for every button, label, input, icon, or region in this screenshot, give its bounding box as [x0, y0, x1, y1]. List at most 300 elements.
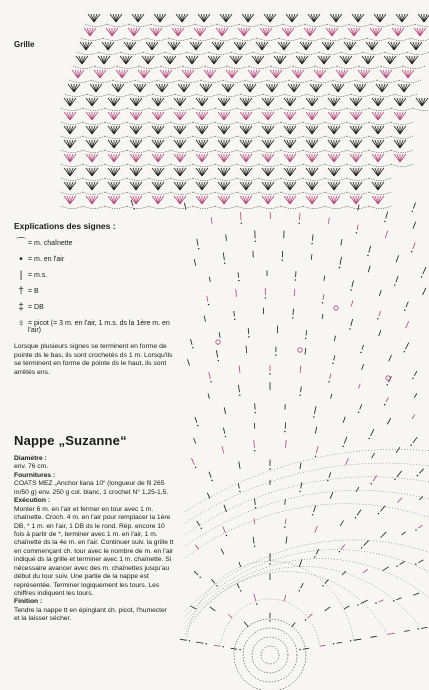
stitch-mark — [188, 70, 194, 78]
chain-arc — [377, 80, 399, 83]
stitch-mark — [268, 98, 274, 106]
stitch-mark — [84, 28, 90, 36]
chain-arc — [169, 38, 191, 41]
stitch-mark — [325, 607, 331, 611]
chain-dot — [322, 585, 323, 586]
stitch-mark — [231, 648, 237, 649]
stitch-mark — [312, 154, 318, 162]
stitch-mark — [392, 28, 398, 36]
chain-arc — [61, 206, 83, 209]
stitch-mark — [108, 42, 114, 50]
stitch-mark — [400, 561, 405, 564]
chain-arc — [219, 94, 241, 97]
stitch-mark — [226, 70, 232, 78]
stitch-mark — [130, 140, 136, 148]
chain-arc — [347, 164, 369, 167]
grille-label: Grille — [14, 40, 35, 49]
chain-arc — [237, 206, 259, 209]
chain-dot — [404, 351, 405, 352]
stitch-mark — [164, 56, 170, 64]
stitch-mark — [306, 154, 312, 162]
stitch-mark — [397, 498, 402, 503]
chain-arc — [205, 66, 227, 69]
stitch-mark — [196, 642, 203, 643]
execution-text: Monter 6 m. en l'air et fermer en tour avec 1 m. chaînette. Croch. 4 m. en l'air pour remplacer la 1ère DB, * 1 m. en l'air, 1 DB ds le rond. Rép. encore 10 fois à partir de *, terminer avec 1 m. en l'air, 1 m. chaînette ds la 4e m. en l'air. Continuer suiv. la grille tt en commençant ch. tour avec le nombre de m. en l'air indiqué ds la grille et terminer avec 1 m. chaînette. Si nécessaire avancer avec des m. chaînettes jusqu'au début du tour suiv. Une partie de la nappe est représentée. Terminer logiquement les tours. Les chiffres indiquent les tours. — [14, 505, 174, 597]
chain-arc — [151, 24, 173, 27]
chain-dot — [295, 279, 296, 280]
stitch-mark — [328, 218, 329, 224]
chain-arc — [197, 94, 219, 97]
stitch-mark — [146, 42, 152, 50]
stitch-mark — [400, 154, 406, 162]
stitch-mark — [354, 84, 360, 92]
stitch-mark — [92, 140, 98, 148]
stitch-mark — [218, 196, 224, 204]
chain-arc — [325, 108, 347, 111]
chain-arc — [121, 52, 143, 55]
stitch-mark — [312, 98, 318, 106]
stitch-mark — [108, 140, 114, 148]
stitch-mark — [232, 70, 238, 78]
stitch-mark — [86, 168, 92, 176]
stitch-mark — [364, 540, 369, 545]
stitch-mark — [328, 126, 334, 134]
chain-arc — [105, 206, 127, 209]
chain-dot — [361, 547, 362, 548]
stitch-mark — [285, 499, 286, 505]
stitch-mark — [191, 458, 194, 465]
stitch-mark — [218, 112, 224, 120]
stitch-mark — [328, 42, 334, 50]
chain-arc — [391, 122, 413, 125]
chain-dot — [195, 467, 196, 468]
stitch-mark — [412, 56, 418, 64]
center-ring — [261, 646, 279, 664]
chain-arc — [171, 164, 193, 167]
chain-dot — [387, 384, 388, 385]
stitch-mark — [136, 126, 142, 134]
stitch-mark — [202, 112, 208, 120]
chain-arc — [127, 164, 149, 167]
stitch-mark — [358, 70, 364, 78]
stitch-mark — [328, 98, 334, 106]
stitch-mark — [114, 126, 120, 134]
stitch-mark — [222, 446, 224, 453]
stitch-mark — [383, 567, 389, 571]
chain-dot — [222, 646, 223, 647]
chain-arc — [263, 94, 285, 97]
stitch-mark — [306, 182, 312, 190]
chain-dot — [355, 517, 356, 518]
chain-dot — [350, 289, 351, 290]
chain-dot — [393, 600, 394, 601]
chain-arc — [381, 66, 403, 69]
stitch-mark — [223, 527, 225, 533]
chain-arc — [83, 206, 105, 209]
chain-arc — [193, 206, 215, 209]
stitch-mark — [344, 606, 350, 609]
chain-arc — [347, 178, 369, 181]
stitch-mark — [158, 126, 164, 134]
stitch-mark — [358, 14, 364, 22]
stitch-mark — [174, 182, 180, 190]
stitch-mark — [266, 84, 272, 92]
stitch-mark — [92, 154, 98, 162]
chain-arc — [165, 52, 187, 55]
chain-arc — [237, 164, 259, 167]
stitch-mark — [413, 437, 417, 443]
stitch-mark — [128, 28, 134, 36]
stitch-mark — [202, 182, 208, 190]
stitch-mark — [396, 276, 398, 282]
stitch-mark — [224, 196, 230, 204]
chain-arc — [297, 52, 319, 55]
chain-arc — [369, 192, 391, 195]
stitch-mark — [286, 536, 287, 543]
stitch-mark — [362, 345, 364, 350]
stitch-mark — [340, 520, 343, 525]
stitch-mark — [242, 14, 248, 22]
chain-dot — [299, 394, 300, 395]
stitch-mark — [384, 56, 390, 64]
stitch-mark — [178, 84, 184, 92]
stitch-mark — [388, 42, 394, 50]
chain-arc — [185, 449, 429, 580]
stitch-mark — [152, 98, 158, 106]
stitch-mark — [286, 440, 287, 448]
stitch-mark — [158, 98, 164, 106]
stitch-mark — [408, 70, 414, 78]
stitch-mark — [194, 438, 196, 444]
pattern-title: Nappe „Suzanne“ — [14, 433, 127, 448]
stitch-mark — [394, 98, 400, 106]
stitch-mark — [152, 182, 158, 190]
stitch-mark — [64, 98, 70, 106]
chain-dot — [238, 280, 239, 281]
stitch-mark — [238, 28, 244, 36]
stitch-mark — [72, 70, 78, 78]
stitch-mark — [418, 525, 422, 528]
stitch-mark — [350, 112, 356, 120]
chain-dot — [284, 431, 285, 432]
stitch-mark — [282, 28, 288, 36]
legend — [14, 222, 174, 377]
stitch-mark — [254, 440, 255, 448]
stitch-mark — [239, 462, 240, 469]
chain-arc — [85, 24, 107, 27]
stitch-mark — [340, 257, 342, 265]
stitch-mark — [351, 319, 353, 326]
stitch-mark — [238, 385, 239, 392]
chain-dot — [240, 590, 241, 591]
stitch-mark — [423, 267, 426, 274]
stitch-mark — [400, 140, 406, 148]
stitch-mark — [209, 372, 211, 379]
chain-dot — [206, 643, 207, 644]
stitch-mark — [209, 472, 211, 478]
stitch-mark — [170, 56, 176, 64]
stitch-mark — [136, 154, 142, 162]
stitch-mark — [202, 140, 208, 148]
chain-arc — [61, 150, 83, 153]
chain-arc — [347, 136, 369, 139]
chain-arc — [369, 206, 391, 209]
stitch-mark — [196, 42, 202, 50]
chain-arc — [241, 94, 263, 97]
chain-arc — [105, 122, 127, 125]
stitch-mark — [130, 154, 136, 162]
stitch-mark — [288, 84, 294, 92]
stitch-mark — [174, 112, 180, 120]
stitch-mark — [218, 182, 224, 190]
chain-dot — [265, 297, 266, 298]
stitch-mark — [284, 98, 290, 106]
chain-arc — [279, 38, 301, 41]
legend-item: ‡ = DB — [14, 304, 174, 312]
stitch-mark — [211, 217, 212, 224]
chain-arc — [215, 136, 237, 139]
stitch-mark — [76, 56, 82, 64]
chain-dot — [339, 551, 340, 552]
chain-arc — [281, 122, 303, 125]
stitch-mark — [240, 42, 246, 50]
chain-dot — [339, 267, 340, 268]
chain-dot — [333, 643, 334, 644]
stitch-mark — [184, 84, 190, 92]
chain-arc — [275, 52, 297, 55]
stitch-mark — [356, 154, 362, 162]
stitch-mark — [150, 28, 156, 36]
stitch-mark — [180, 154, 186, 162]
stitch-mark — [212, 42, 218, 50]
stitch-mark — [310, 84, 316, 92]
chain-dot — [415, 529, 416, 530]
stitch-mark — [240, 154, 246, 162]
stitch-mark — [136, 196, 142, 204]
stitch-mark — [86, 140, 92, 148]
stitch-mark — [306, 112, 312, 120]
stitch-mark — [371, 429, 374, 436]
stitch-mark — [174, 168, 180, 176]
chain-arc — [179, 80, 201, 83]
stitch-mark — [300, 366, 301, 373]
chain-arc — [305, 24, 327, 27]
stitch-mark — [360, 404, 362, 409]
chain-arc — [173, 24, 195, 27]
chain-arc — [395, 94, 417, 97]
stitch-mark — [158, 140, 164, 148]
chain-arc — [329, 94, 351, 97]
chain-arc — [389, 38, 411, 41]
chain-arc — [351, 94, 373, 97]
stitch-mark — [290, 168, 296, 176]
chain-arc — [105, 164, 127, 167]
stitch-mark — [276, 70, 282, 78]
chain-arc — [259, 150, 281, 153]
stitch-mark — [364, 70, 370, 78]
stitch-mark — [174, 196, 180, 204]
chain-arc — [81, 38, 103, 41]
stitch-mark — [246, 346, 247, 354]
stitch-mark — [361, 600, 368, 604]
center-ring — [252, 637, 288, 673]
stitch-mark — [90, 28, 96, 36]
stitch-mark — [64, 154, 70, 162]
finition-heading: Finition : — [14, 598, 43, 606]
stitch-mark — [136, 112, 142, 120]
stitch-mark — [196, 168, 202, 176]
chain-dot — [234, 319, 235, 320]
stitch-mark — [152, 196, 158, 204]
stitch-mark — [306, 140, 312, 148]
chain-arc — [131, 94, 153, 97]
chain-dot — [305, 619, 306, 620]
stitch-mark — [398, 28, 404, 36]
stitch-mark — [102, 42, 108, 50]
stitch-mark — [262, 196, 268, 204]
chain-arc — [303, 164, 325, 167]
chain-dot — [332, 363, 333, 364]
chain-arc — [303, 108, 325, 111]
chain-arc — [369, 164, 391, 167]
chain-dot — [377, 318, 378, 319]
stitch-mark — [148, 56, 154, 64]
chain-dot — [298, 223, 299, 224]
chain-arc — [315, 66, 337, 69]
chain-arc — [201, 80, 223, 83]
chain-dot — [133, 208, 134, 209]
chain-arc — [237, 136, 259, 139]
stitch-mark — [172, 28, 178, 36]
chain-arc — [267, 80, 289, 83]
chain-dot — [269, 563, 270, 564]
stitch-mark — [328, 196, 334, 204]
stitch-mark — [262, 112, 268, 120]
stitch-mark — [86, 196, 92, 204]
stitch-mark — [98, 56, 104, 64]
chain-dot — [384, 221, 385, 222]
stitch-mark — [328, 154, 334, 162]
picot-mark — [334, 306, 338, 310]
stitch-mark — [338, 84, 344, 92]
chain-arc — [407, 52, 429, 55]
picot-mark — [298, 348, 302, 352]
chain-dot — [328, 381, 329, 382]
chain-arc — [391, 136, 413, 139]
chain-dot — [241, 222, 242, 223]
stitch-mark — [160, 70, 166, 78]
stitch-mark — [303, 648, 309, 649]
stitch-mark — [284, 595, 286, 601]
chain-dot — [305, 338, 306, 339]
chain-arc — [303, 150, 325, 153]
chain-arc — [231, 52, 253, 55]
stitch-mark — [286, 14, 292, 22]
stitch-mark — [324, 56, 330, 64]
stitch-mark — [152, 168, 158, 176]
chain-arc — [385, 52, 407, 55]
stitch-mark — [184, 203, 185, 210]
stitch-mark — [68, 84, 74, 92]
stitch-mark — [100, 70, 106, 78]
chain-arc — [301, 38, 323, 41]
double-crochet-icon: † — [18, 285, 24, 297]
chain-arc — [323, 38, 345, 41]
chain-arc — [359, 66, 381, 69]
stitch-mark — [406, 343, 409, 349]
stitch-mark — [234, 42, 240, 50]
chain-dot — [349, 328, 350, 329]
stitch-mark — [374, 14, 380, 22]
stitch-mark — [334, 168, 340, 176]
stitch-mark — [378, 168, 384, 176]
chain-arc — [193, 178, 215, 181]
stitch-mark — [186, 56, 192, 64]
stitch-mark — [344, 42, 350, 50]
stitch-mark — [196, 140, 202, 148]
chain-arc — [325, 122, 347, 125]
stitch-mark — [356, 487, 359, 492]
stitch-mark — [406, 302, 408, 308]
stitch-mark — [348, 28, 354, 36]
chain-arc — [349, 24, 371, 27]
chain-arc — [259, 206, 281, 209]
chain-arc — [125, 38, 147, 41]
stitch-mark — [136, 140, 142, 148]
stitch-mark — [180, 98, 186, 106]
stitch-mark — [224, 154, 230, 162]
chain-arc — [157, 80, 179, 83]
stitch-mark — [254, 594, 256, 601]
stitch-mark — [337, 642, 342, 643]
stitch-mark — [218, 140, 224, 148]
stitch-mark — [140, 84, 146, 92]
stitch-mark — [174, 140, 180, 148]
stitch-mark — [204, 14, 210, 22]
stitch-mark — [292, 14, 298, 22]
chain-arc — [105, 108, 127, 111]
stitch-mark — [422, 98, 428, 106]
stitch-mark — [396, 255, 398, 262]
stitch-mark — [240, 126, 246, 134]
stitch-mark — [248, 14, 254, 22]
stitch-mark — [223, 428, 224, 434]
stitch-mark — [362, 56, 368, 64]
chain-arc — [149, 136, 171, 139]
legend-item: • = m. en l'air — [14, 256, 174, 264]
chain-arc — [83, 192, 105, 195]
chain-arc — [259, 136, 281, 139]
stitch-mark — [158, 182, 164, 190]
stitch-mark — [246, 112, 252, 120]
stitch-mark — [104, 56, 110, 64]
stitch-mark — [114, 154, 120, 162]
stitch-mark — [412, 415, 415, 419]
chain-arc — [403, 66, 425, 69]
stitch-mark — [394, 42, 400, 50]
stitch-mark — [152, 126, 158, 134]
stitch-mark — [266, 28, 272, 36]
stitch-mark — [219, 332, 220, 338]
stitch-mark — [208, 394, 209, 399]
chain-arc — [369, 108, 391, 111]
stitch-mark — [130, 42, 136, 50]
stitch-mark — [356, 168, 362, 176]
stitch-mark — [166, 70, 172, 78]
stitch-mark — [356, 140, 362, 148]
stitch-mark — [92, 126, 98, 134]
chain-arc — [369, 136, 391, 139]
